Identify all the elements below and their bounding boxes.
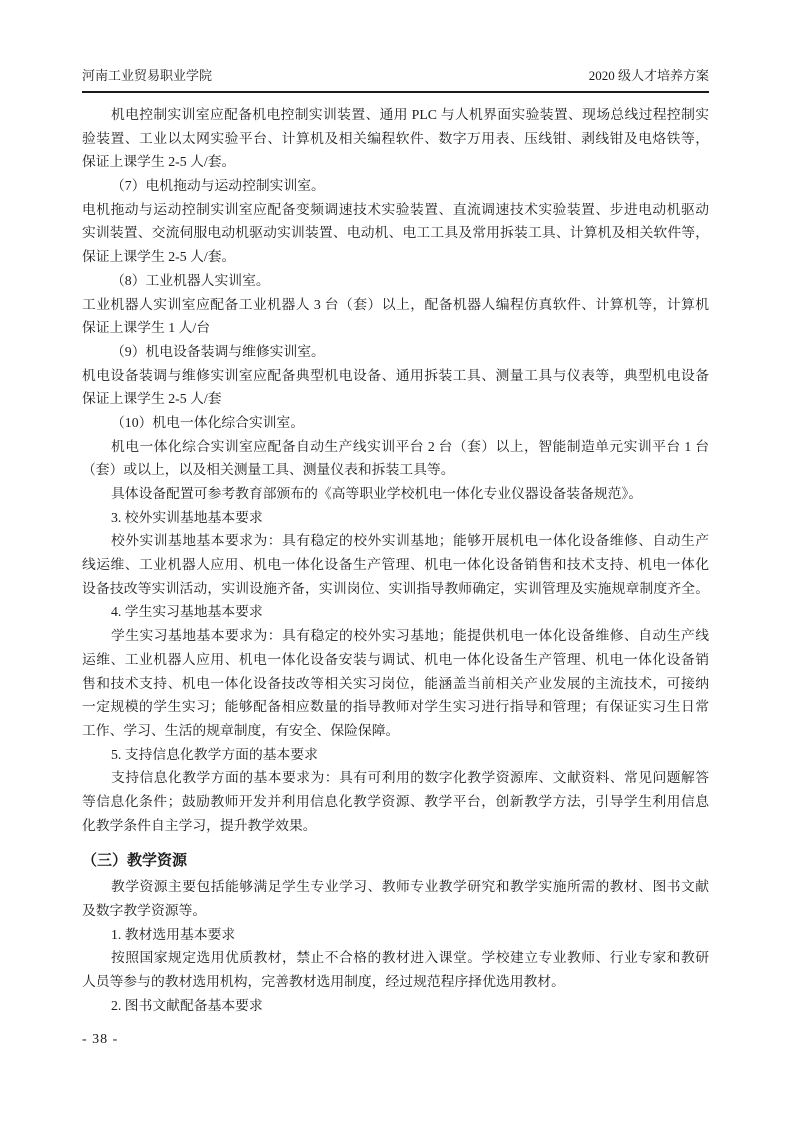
text-line: （7）电机拖动与运动控制实训室。 — [111, 178, 325, 194]
text-line: （8）工业机器人实训室。 — [111, 272, 270, 288]
text-line: 运维、工业机器人应用、机电一体化设备安装与调试、机电一体化设备生产管理、机电一体化设备销 — [82, 651, 709, 667]
text-line: 电机拖动与运动控制实训室应配备变频调速技术实验装置、直流调速技术实验装置、步进电动机驱动 — [82, 201, 709, 217]
text-line: 2. 图书文献配备基本要求 — [111, 997, 263, 1013]
text-line: 验装置、工业以太网实验平台、计算机及相关编程软件、数字万用表、压线钳、剥线钳及电烙铁等， — [82, 130, 709, 146]
text-line: 人员等参与的教材选用机构，完善教材选用制度，经过规范程序择优选用教材。 — [82, 974, 565, 990]
text-line: 保证上课学生 2-5 人/套 — [82, 391, 222, 407]
text-line: 及数字教学资源等。 — [82, 903, 207, 918]
text-line: 机电设备装调与维修实训室应配备典型机电设备、通用拆装工具、测量工具与仪表等，典型机电设备 — [82, 367, 709, 383]
text-line: 设备技改等实训活动，实训设施齐备，实训岗位、实训指导教师确定，实训管理及实施规章制度齐全。 — [82, 580, 709, 596]
text-line: 一定规模的学生实习；能够配备相应数量的指导教师对学生实习进行指导和管理；有保证实习生日常 — [82, 699, 709, 715]
text-line: （套）或以上，以及相关测量工具、测量仪表和拆装工具等。 — [82, 462, 455, 478]
text-line: 机电控制实训室应配备机电控制实训装置、通用 PLC 与人机界面实验装置、现场总线过程控制实 — [111, 107, 709, 122]
header-document-title: 2020 级人才培养方案 — [588, 68, 709, 83]
text-line: 等信息化条件；鼓励教师开发并利用信息化教学资源、教学平台，创新教学方法，引导学生利用信息 — [82, 793, 709, 809]
header-divider — [82, 91, 709, 93]
text-line: 校外实训基地基本要求为：具有稳定的校外实训基地；能够开展机电一体化设备维修、自动生产 — [111, 533, 709, 549]
page-header — [82, 68, 709, 84]
text-line: 具体设备配置可参考教育部颁布的《高等职业学校机电一体化专业仪器设备装备规范》。 — [111, 486, 643, 501]
text-line: 支持信息化教学方面的基本要求为：具有可利用的数字化教学资源库、文献资料、常见问题解答 — [111, 770, 709, 786]
text-line: 按照国家规定选用优质教材，禁止不合格的教材进入课堂。学校建立专业教师、行业专家和教研 — [111, 950, 709, 966]
text-line: 化教学条件自主学习，提升教学效果。 — [82, 817, 317, 833]
header-institution: 河南工业贸易职业学院 — [82, 68, 213, 83]
document-body — [82, 103, 709, 1017]
text-line: 5. 支持信息化教学方面的基本要求 — [111, 746, 318, 762]
text-line: 工作、学习、生活的规章制度，有安全、保险保障。 — [82, 722, 400, 738]
text-line: 保证上课学生 2-5 人/套。 — [82, 249, 236, 265]
text-line: 保证上课学生 2-5 人/套。 — [82, 154, 236, 170]
text-line: 实训装置、交流伺服电动机驱动实训装置、电动机、电工工具及常用拆装工具、计算机及相关软件等， — [82, 225, 709, 241]
text-line: 线运维、工业机器人应用、机电一体化设备生产管理、机电一体化设备销售和技术支持、机电一体化 — [82, 557, 709, 573]
page-number: - 38 - — [82, 1032, 119, 1047]
text-line: 3. 校外实训基地基本要求 — [111, 509, 263, 525]
section-heading: （三）教学资源 — [82, 853, 188, 870]
text-line: （10）机电一体化综合实训室。 — [111, 414, 305, 430]
text-line: （9）机电设备装调与维修实训室。 — [111, 343, 325, 359]
text-line: 学生实习基地基本要求为：具有稳定的校外实习基地；能提供机电一体化设备维修、自动生产线 — [111, 628, 709, 644]
text-line: 工业机器人实训室应配备工业机器人 3 台（套）以上，配备机器人编程仿真软件、计算机等，计算机 — [82, 296, 709, 312]
text-line: 保证上课学生 1 人/台 — [82, 320, 211, 336]
text-line: 1. 教材选用基本要求 — [111, 926, 236, 942]
text-line: 机电一体化综合实训室应配备自动生产线实训平台 2 台（套）以上，智能制造单元实训平台 1 台 — [111, 438, 709, 454]
text-line: 教学资源主要包括能够满足学生专业学习、教师专业教学研究和教学实施所需的教材、图书文献 — [111, 879, 709, 895]
text-line: 售和技术支持、机电一体化设备技改等相关实习岗位，能涵盖当前相关产业发展的主流技术，可接纳 — [82, 675, 709, 691]
text-line: 4. 学生实习基地基本要求 — [111, 604, 263, 620]
